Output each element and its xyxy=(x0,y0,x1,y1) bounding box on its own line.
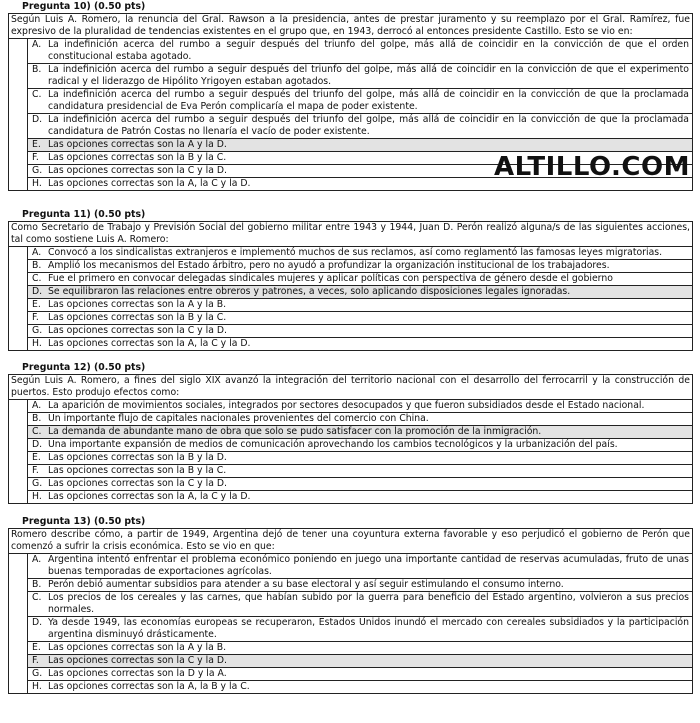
option-d[interactable] xyxy=(27,617,692,642)
option-text: Ya desde 1949, las economías europeas se recuperaron, Estados Unidos inundó el mercado con cereales subsidiados y la participación argentina disminuyó drásticamente. xyxy=(48,617,689,640)
option-letter: B. xyxy=(32,579,42,590)
option-letter: G. xyxy=(32,668,43,679)
option-text: Las opciones correctas son la C y la D. xyxy=(48,478,227,489)
option-letter: B. xyxy=(32,260,42,271)
option-text: Un importante flujo de capitales nacionales provenientes del comercio con China. xyxy=(48,413,429,424)
option-letter: H. xyxy=(32,178,42,189)
option-letter: E. xyxy=(32,299,41,310)
question-box xyxy=(8,374,693,504)
option-text: Amplió los mecanismos del Estado árbitro, pero no ayudó a profundizar la organización institucional de los trabajadores. xyxy=(48,260,610,271)
option-text: La aparición de movimientos sociales, integrados por sectores desocupados y que fueron subsidiados desde el Estado nacional. xyxy=(48,400,645,411)
option-text: La demanda de abundante mano de obra que solo se pudo satisfacer con la promoción de la inmigración. xyxy=(48,426,542,437)
option-g[interactable] xyxy=(27,478,692,491)
option-text: Las opciones correctas son la A, la C y la D. xyxy=(48,338,251,349)
option-f[interactable] xyxy=(27,655,692,668)
option-letter: C. xyxy=(32,426,42,437)
option-text: Las opciones correctas son la C y la D. xyxy=(48,655,227,666)
option-text: Las opciones correctas son la C y la D. xyxy=(48,165,227,176)
option-b[interactable] xyxy=(27,413,692,426)
option-letter: C. xyxy=(32,273,42,284)
option-c[interactable] xyxy=(27,273,692,286)
option-d[interactable] xyxy=(27,286,692,299)
question-text: Como Secretario de Trabajo y Previsión Social del gobierno militar entre 1943 y 1944, Juan D. Perón realizó alguna/s de las siguientes acciones, tal como sostiene Luis A. Romero: xyxy=(11,222,690,245)
option-letter: D. xyxy=(32,439,43,450)
option-a[interactable] xyxy=(27,554,692,579)
option-letter: A. xyxy=(32,400,42,411)
option-a[interactable] xyxy=(27,400,692,413)
option-letter: A. xyxy=(32,39,42,50)
question-text: Romero describe cómo, a partir de 1949, Argentina dejó de tener una coyuntura externa favorable y eso perjudicó el gobierno de Perón que comenzó a sufrir la crisis económica. Esto se vio en que: xyxy=(11,529,690,552)
option-text: Las opciones correctas son la A, la C y la D. xyxy=(48,491,251,502)
option-letter: D. xyxy=(32,286,43,297)
option-text: Las opciones correctas son la B y la C. xyxy=(48,152,227,163)
option-b[interactable] xyxy=(27,260,692,273)
option-f[interactable] xyxy=(27,465,692,478)
option-c[interactable] xyxy=(27,89,692,114)
option-h[interactable] xyxy=(27,338,692,350)
option-text: Las opciones correctas son la A, la C y la D. xyxy=(48,178,251,189)
option-letter: C. xyxy=(32,592,42,603)
question-header: Pregunta 13) (0.50 pts) xyxy=(22,516,146,527)
question-text: Según Luis A. Romero, la renuncia del Gral. Rawson a la presidencia, antes de prestar juramento y su reemplazo por el Gral. Ramírez, fue expresivo de la pluralidad de tendencias existentes en el grupo que, en 1943, derrocó al entonces presidente Castillo. Esto se vio en: xyxy=(11,14,690,37)
option-text: Las opciones correctas son la C y la D. xyxy=(48,325,227,336)
option-letter: F. xyxy=(32,655,39,666)
option-letter: C. xyxy=(32,89,42,100)
option-letter: A. xyxy=(32,554,42,565)
option-letter: D. xyxy=(32,114,43,125)
option-g[interactable] xyxy=(27,325,692,338)
option-e[interactable] xyxy=(27,642,692,655)
option-text: La indefinición acerca del rumbo a seguir después del triunfo del golpe, más allá de coincidir en la convicción de que el orden constitucional estaba agotado. xyxy=(48,39,689,62)
option-letter: E. xyxy=(32,139,41,150)
altillo-watermark: ALTILLO.COM xyxy=(494,152,690,182)
option-letter: F. xyxy=(32,465,39,476)
option-letter: A. xyxy=(32,247,42,258)
option-letter: B. xyxy=(32,413,42,424)
option-a[interactable] xyxy=(27,39,692,64)
question-text: Según Luis A. Romero, a fines del siglo XIX avanzó la integración del territorio nacional con el desarrollo del ferrocarril y la construcción de puertos. Esto produjo efectos como: xyxy=(11,375,690,398)
option-letter: F. xyxy=(32,152,39,163)
option-b[interactable] xyxy=(27,579,692,592)
option-letter: E. xyxy=(32,452,41,463)
option-e[interactable] xyxy=(27,139,692,152)
option-text: Las opciones correctas son la A y la B. xyxy=(48,299,227,310)
option-a[interactable] xyxy=(27,247,692,260)
question-box xyxy=(8,221,693,351)
option-text: Se equilibraron las relaciones entre obreros y patrones, a veces, solo aplicando disposiciones legales ignoradas. xyxy=(48,286,571,297)
option-text: Las opciones correctas son la B y la D. xyxy=(48,452,227,463)
option-h[interactable] xyxy=(27,681,692,693)
option-text: La indefinición acerca del rumbo a seguir después del triunfo del golpe, más allá de coincidir en la convicción de que la proclamada candidatura presidencial de Eva Perón complicaría el mapa de poder existente. xyxy=(48,89,689,112)
option-text: Las opciones correctas son la B y la C. xyxy=(48,465,227,476)
question-header: Pregunta 11) (0.50 pts) xyxy=(22,209,146,220)
option-b[interactable] xyxy=(27,64,692,89)
option-letter: H. xyxy=(32,338,42,349)
option-text: La indefinición acerca del rumbo a seguir después del triunfo del golpe, más allá de coincidir en la convicción de que el experimento radical y el liderazgo de Hipólito Yrigoyen estaban agotados. xyxy=(48,64,689,87)
option-text: Argentina intentó enfrentar el problema económico poniendo en juego una importante cantidad de reservas acumuladas, fruto de unas buenas temporadas de exportaciones agrícolas. xyxy=(48,554,689,577)
option-text: Las opciones correctas son la B y la C. xyxy=(48,312,227,323)
option-letter: D. xyxy=(32,617,43,628)
option-letter: H. xyxy=(32,491,42,502)
option-letter: G. xyxy=(32,325,43,336)
option-letter: B. xyxy=(32,64,42,75)
option-text: Las opciones correctas son la A, la B y la C. xyxy=(48,681,250,692)
option-text: Las opciones correctas son la A y la B. xyxy=(48,642,227,653)
option-d[interactable] xyxy=(27,114,692,139)
question-12 xyxy=(8,362,693,504)
option-letter: F. xyxy=(32,312,39,323)
option-letter: H. xyxy=(32,681,42,692)
option-text: Los precios de los cereales y las carnes, que habían subido por la guerra para beneficio del Estado argentino, volvieron a sus precios normales. xyxy=(48,592,689,615)
option-text: Una importante expansión de medios de comunicación aprovechando los cambios tecnológicos y la urbanización del país. xyxy=(48,439,618,450)
option-text: Convocó a los sindicalistas extranjeros e implementó muchos de sus reclamos, así como reglamentó las famosas leyes migratorias. xyxy=(48,247,663,258)
option-letter: E. xyxy=(32,642,41,653)
option-e[interactable] xyxy=(27,299,692,312)
option-d[interactable] xyxy=(27,439,692,452)
option-text: Las opciones correctas son la D y la A. xyxy=(48,668,227,679)
option-text: Fue el primero en convocar delegadas sindicales mujeres y aplicar políticas con perspectiva de género desde el gobierno xyxy=(48,273,613,284)
option-e[interactable] xyxy=(27,452,692,465)
option-text: Perón debió aumentar subsidios para atender a su base electoral y así seguir estimulando el consumo interno. xyxy=(48,579,564,590)
question-header: Pregunta 12) (0.50 pts) xyxy=(22,362,146,373)
option-f[interactable] xyxy=(27,312,692,325)
option-g[interactable] xyxy=(27,668,692,681)
question-11 xyxy=(8,209,693,351)
option-letter: G. xyxy=(32,165,43,176)
option-h[interactable] xyxy=(27,491,692,503)
option-c[interactable] xyxy=(27,426,692,439)
option-c[interactable] xyxy=(27,592,692,617)
question-box xyxy=(8,528,693,694)
option-text: Las opciones correctas son la A y la D. xyxy=(48,139,227,150)
option-letter: G. xyxy=(32,478,43,489)
question-13 xyxy=(8,516,693,694)
question-header: Pregunta 10) (0.50 pts) xyxy=(22,1,146,12)
option-text: La indefinición acerca del rumbo a seguir después del triunfo del golpe, más allá de coincidir en la convicción de que la proclamada candidatura de Patrón Costas no llenaría el vacío de poder existente. xyxy=(48,114,689,137)
